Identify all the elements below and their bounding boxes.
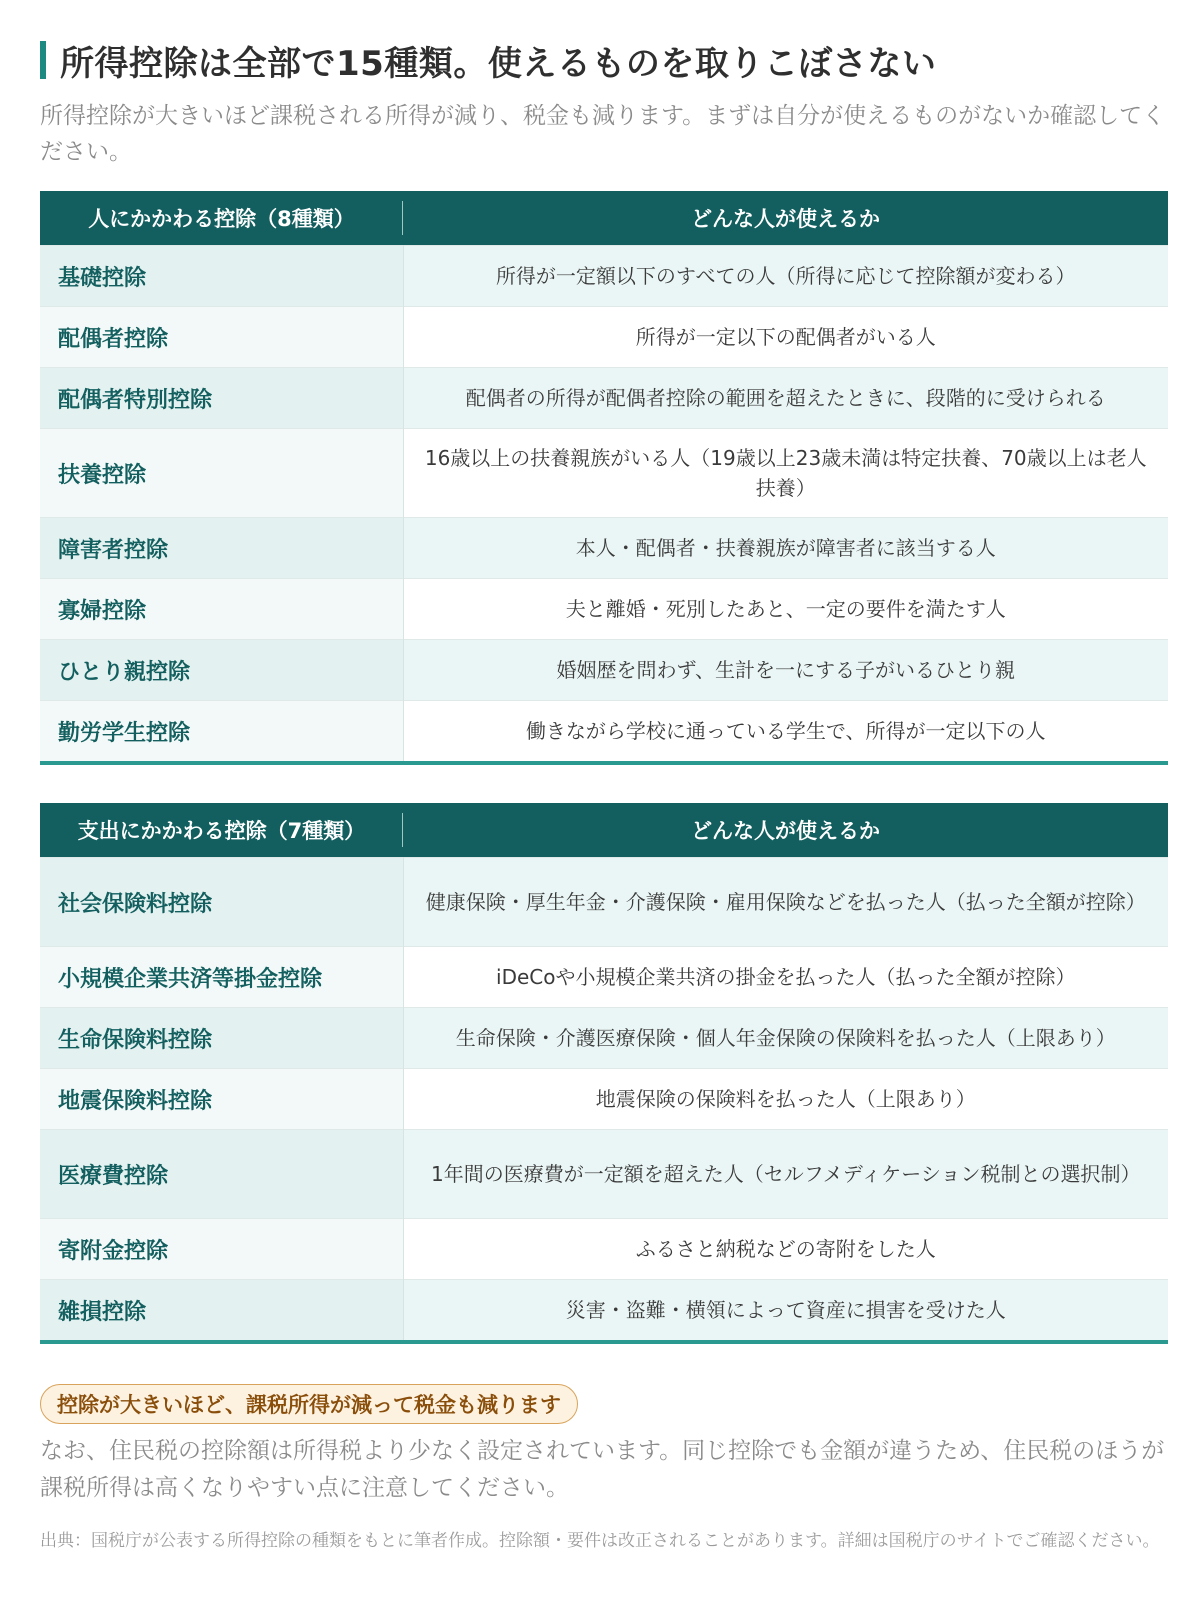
deduction-eligibility: 働きながら学校に通っている学生で、所得が一定以下の人 — [403, 701, 1168, 764]
deduction-name: 勤労学生控除 — [40, 701, 403, 764]
heading-accent-bar — [40, 41, 46, 79]
deduction-eligibility: 生命保険・介護医療保険・個人年金保険の保険料を払った人（上限あり） — [403, 1008, 1168, 1069]
deduction-name: 扶養控除 — [40, 429, 403, 518]
deduction-name: 障害者控除 — [40, 518, 403, 579]
table-row — [40, 518, 1168, 579]
table-row — [40, 307, 1168, 368]
column-header-deduction: 人にかかわる控除（8種類） — [40, 191, 403, 246]
deduction-eligibility: 所得が一定以下の配偶者がいる人 — [403, 307, 1168, 368]
deduction-name: 地震保険料控除 — [40, 1069, 403, 1130]
table-header-row — [40, 803, 1168, 858]
page-title: 所得控除は全部で15種類。使えるものを取りこぼさない — [60, 43, 937, 84]
deduction-eligibility: ふるさと納税などの寄附をした人 — [403, 1219, 1168, 1280]
deduction-eligibility: 配偶者の所得が配偶者控除の範囲を超えたときに、段階的に受けられる — [403, 368, 1168, 429]
table-row — [40, 947, 1168, 1008]
table-row — [40, 701, 1168, 764]
table-row — [40, 368, 1168, 429]
table-row — [40, 1280, 1168, 1343]
deduction-name: 生命保険料控除 — [40, 1008, 403, 1069]
lead-paragraph: 所得控除が大きいほど課税される所得が減り、税金も減ります。まずは自分が使えるものがないか確認してください。 — [40, 103, 1166, 165]
deduction-name: 寄附金控除 — [40, 1219, 403, 1280]
section-heading — [40, 38, 936, 82]
deduction-eligibility: 1年間の医療費が一定額を超えた人（セルフメディケーション税制との選択制） — [403, 1130, 1168, 1219]
table-row — [40, 429, 1168, 518]
deduction-name: 医療費控除 — [40, 1130, 403, 1219]
column-header-eligibility: どんな人が使えるか — [403, 803, 1168, 858]
deduction-name: 基礎控除 — [40, 246, 403, 307]
table-row — [40, 858, 1168, 947]
expense-deduction-table — [40, 803, 1168, 1344]
table-row — [40, 1069, 1168, 1130]
deduction-eligibility: 地震保険の保険料を払った人（上限あり） — [403, 1069, 1168, 1130]
deduction-eligibility: 災害・盗難・横領によって資産に損害を受けた人 — [403, 1280, 1168, 1343]
deduction-name: ひとり親控除 — [40, 640, 403, 701]
person-deduction-table — [40, 191, 1168, 765]
deduction-name: 小規模企業共済等掛金控除 — [40, 947, 403, 1008]
deduction-eligibility: 所得が一定額以下のすべての人（所得に応じて控除額が変わる） — [403, 246, 1168, 307]
table-row — [40, 579, 1168, 640]
deduction-eligibility: 16歳以上の扶養親族がいる人（19歳以上23歳未満は特定扶養、70歳以上は老人扶養） — [403, 429, 1168, 518]
deduction-name: 配偶者控除 — [40, 307, 403, 368]
table-row — [40, 1130, 1168, 1219]
table-header-row — [40, 191, 1168, 246]
table-row — [40, 640, 1168, 701]
deduction-eligibility: iDeCoや小規模企業共済の掛金を払った人（払った全額が控除） — [403, 947, 1168, 1008]
deduction-eligibility: 婚姻歴を問わず、生計を一にする子がいるひとり親 — [403, 640, 1168, 701]
deduction-eligibility: 健康保険・厚生年金・介護保険・雇用保険などを払った人（払った全額が控除） — [403, 858, 1168, 947]
table-row — [40, 1008, 1168, 1069]
column-header-deduction: 支出にかかわる控除（7種類） — [40, 803, 403, 858]
source-note: 出典：国税庁が公表する所得控除の種類をもとに筆者作成。控除額・要件は改正されることがあります。詳細は国税庁のサイトでご確認ください。 — [40, 1531, 1160, 1551]
deduction-name: 配偶者特別控除 — [40, 368, 403, 429]
table-row — [40, 1219, 1168, 1280]
deduction-name: 雑損控除 — [40, 1280, 403, 1343]
deduction-eligibility: 本人・配偶者・扶養親族が障害者に該当する人 — [403, 518, 1168, 579]
deduction-name: 社会保険料控除 — [40, 858, 403, 947]
column-header-eligibility: どんな人が使えるか — [403, 191, 1168, 246]
table-row — [40, 246, 1168, 307]
deduction-eligibility: 夫と離婚・死別したあと、一定の要件を満たす人 — [403, 579, 1168, 640]
note-paragraph: なお、住民税の控除額は所得税より少なく設定されています。同じ控除でも金額が違うため、住民税のほうが課税所得は高くなりやすい点に注意してください。 — [40, 1438, 1165, 1501]
deduction-name: 寡婦控除 — [40, 579, 403, 640]
highlight-badge: 控除が大きいほど、課税所得が減って税金も減ります — [40, 1384, 578, 1424]
